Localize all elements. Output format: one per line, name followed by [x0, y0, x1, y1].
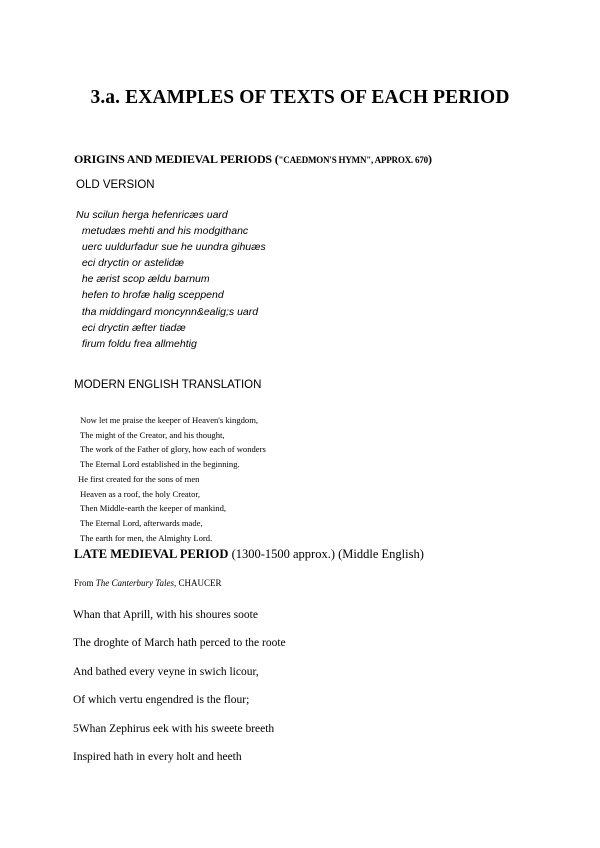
translation-line: He first created for the sons of men — [78, 473, 200, 484]
section-heading-late-medieval-rest: (1300-1500 approx.) (Middle English) — [228, 547, 424, 561]
translation-line: The Eternal Lord, afterwards made, — [78, 517, 203, 528]
poem-line: Nu scilun herga hefenricæs uard — [76, 209, 228, 221]
translation-line: Now let me praise the keeper of Heaven's kingdom, — [78, 415, 259, 425]
old-version-label: OLD VERSION — [76, 179, 155, 191]
translation-line: The earth for men, the Almighty Lord. — [78, 532, 213, 543]
translation-line: Then Middle-earth the keeper of mankind, — [78, 503, 227, 514]
poem-line: metudæs mehti and his modgithanc — [76, 225, 249, 238]
chaucer-poem — [73, 601, 286, 771]
translation-line: The work of the Father of glory, how each of wonders — [78, 444, 266, 455]
source-work-title: The Canterbury Tales — [95, 578, 174, 588]
poem-line: uerc uuldurfadur sue he uundra gihuæs — [76, 241, 266, 254]
section-heading-origins-main: ORIGINS AND MEDIEVAL PERIODS ( — [74, 152, 279, 166]
source-attribution — [74, 578, 221, 588]
chaucer-line: The droghte of March hath perced to the roote — [73, 637, 286, 650]
translation-line: Heaven as a roof, the holy Creator, — [78, 488, 201, 499]
poem-line: eci dryctin or astelidæ — [76, 257, 184, 270]
chaucer-line: Of which vertu engendred is the flour; — [73, 694, 250, 707]
section-heading-origins — [74, 152, 432, 167]
chaucer-line: And bathed every veyne in swich licour, — [73, 665, 259, 678]
poem-line: he ærist scop ældu barnum — [76, 273, 210, 286]
poem-line: tha middingard moncynn&ealig;s uard — [76, 305, 259, 318]
translation-line: The might of the Creator, and his thought, — [78, 429, 225, 440]
modern-translation-poem — [78, 413, 266, 545]
modern-translation-label: MODERN ENGLISH TRANSLATION — [74, 379, 262, 391]
chaucer-line: Inspired hath in every holt and heeth — [73, 751, 242, 764]
page-title: 3.a. EXAMPLES OF TEXTS OF EACH PERIOD — [90, 87, 510, 108]
chaucer-line: 5Whan Zephirus eek with his sweete breeth — [73, 722, 275, 735]
poem-line: hefen to hrofæ halig sceppend — [76, 289, 224, 302]
section-heading-origins-close: ) — [427, 152, 432, 166]
translation-line: The Eternal Lord established in the beginning. — [78, 459, 240, 470]
poem-line: firum foldu frea allmehtig — [76, 337, 197, 350]
section-heading-late-medieval-bold: LATE MEDIEVAL PERIOD — [74, 547, 229, 561]
chaucer-line: Whan that Aprill, with his shoures soote — [73, 609, 258, 621]
section-heading-late-medieval — [74, 547, 424, 562]
source-author: , CHAUCER — [173, 578, 222, 588]
source-prefix: From — [74, 578, 96, 588]
old-version-poem — [76, 207, 266, 352]
poem-line: eci dryctin æfter tiadæ — [76, 321, 186, 334]
section-heading-origins-poem: "CAEDMON'S HYMN", APPROX. 670 — [278, 155, 428, 165]
